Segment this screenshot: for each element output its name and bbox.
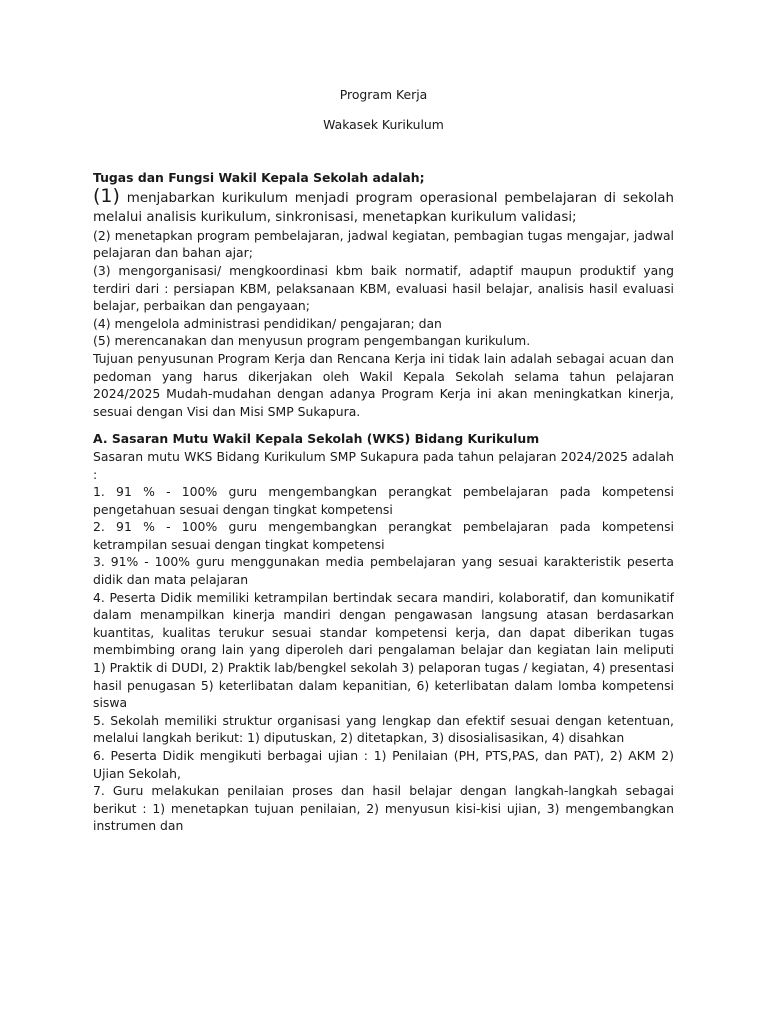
duty-item-1 [93, 184, 674, 227]
document-subtitle: Wakasek Kurikulum [323, 116, 444, 132]
duty-item-2: (2) menetapkan program pembelajaran, jadwal kegiatan, pembagian tugas mengajar, jadwal pelajaran dan bahan ajar; [93, 227, 674, 261]
duties-heading: Tugas dan Fungsi Wakil Kepala Sekolah adalah; [93, 170, 425, 186]
target-item-6: 6. Peserta Didik mengikuti berbagai ujian : 1) Penilaian (PH, PTS,PAS, dan PAT), 2) AKM 2) Ujian Sekolah, [93, 748, 674, 781]
document-page [93, 86, 674, 835]
target-item-5: 5. Sekolah memiliki struktur organisasi yang lengkap dan efektif sesuai dengan ketentuan, melalui langkah berikut: 1) diputuskan, 2) ditetapkan, 3) disosialisasikan, 4) disahkan [93, 712, 674, 746]
document-title: Program Kerja [339, 87, 428, 102]
target-item-2: 2. 91 % - 100% guru mengembangkan perangkat pembelajaran pada kompetensi ketrampilan sesuai dengan tingkat kompetensi [93, 519, 674, 552]
target-item-4: 4. Peserta Didik memiliki ketrampilan bertindak secara mandiri, kolaboratif, dan komunikatif dalam menampilkan kinerja mandiri dengan pengawasan langsung atasan berdasarkan kuantitas, kualitas terukur sesuai standar kompetensi kerja, dan dapat diberikan tugas membimbing orang lain yang diperoleh dari pengalaman belajar dan kegiatan lain meliputi 1) Praktik di DUDI, 2) Praktik lab/bengkel sekolah 3) pelaporan tugas / kegiatan, 4) presentasi hasil penugasan 5) keterlibatan dalam kepanitian, 6) keterlibatan dalam lomba kompetensi siswa [93, 589, 675, 711]
duty-item-5: (5) merencanakan dan menyusun program pengembangan kurikulum. [93, 333, 531, 349]
target-item-7: 7. Guru melakukan penilaian proses dan hasil belajar dengan langkah-langkah sebagai berikut : 1) menetapkan tujuan penilaian, 2) menyusun kisi-kisi ujian, 3) mengembangkan instrumen dan [93, 783, 674, 834]
target-item-1: 1. 91 % - 100% guru mengembangkan perangkat pembelajaran pada kompetensi pengetahuan sesuai dengan tingkat kompetensi [93, 484, 674, 517]
section-a-heading: A. Sasaran Mutu Wakil Kepala Sekolah (WKS) Bidang Kurikulum [93, 431, 540, 447]
duty-text-1: menjabarkan kurikulum menjadi program operasional pembelajaran di sekolah melalui analisis kurikulum, sinkronisasi, menetapkan kurikulum validasi; [93, 190, 674, 225]
duty-item-4: (4) mengelola administrasi pendidikan/ pengajaran; dan [93, 315, 442, 331]
purpose-paragraph: Tujuan penyusunan Program Kerja dan Rencana Kerja ini tidak lain adalah sebagai acuan dan pedoman yang harus dikerjakan oleh Wakil Kepala Sekolah selama tahun pelajaran 2024/2025 Mudah-mudahan dengan adanya Program Kerja ini akan meningkatkan kinerja, sesuai dengan Visi dan Misi SMP Sukapura. [93, 350, 674, 419]
target-item-3: 3. 91% - 100% guru menggunakan media pembelajaran yang sesuai karakteristik peserta didik dan mata pelajaran [93, 554, 674, 588]
section-a-intro: Sasaran mutu WKS Bidang Kurikulum SMP Sukapura pada tahun pelajaran 2024/2025 adalah : [93, 448, 674, 482]
duty-number-1: (1) [93, 184, 120, 207]
duty-item-3: (3) mengorganisasi/ mengkoordinasi kbm baik normatif, adaptif maupun produktif yang terdiri dari : persiapan KBM, pelaksanaan KBM, evaluasi hasil belajar, analisis hasil evaluasi belajar, perbaikan dan pengayaan; [93, 262, 674, 314]
